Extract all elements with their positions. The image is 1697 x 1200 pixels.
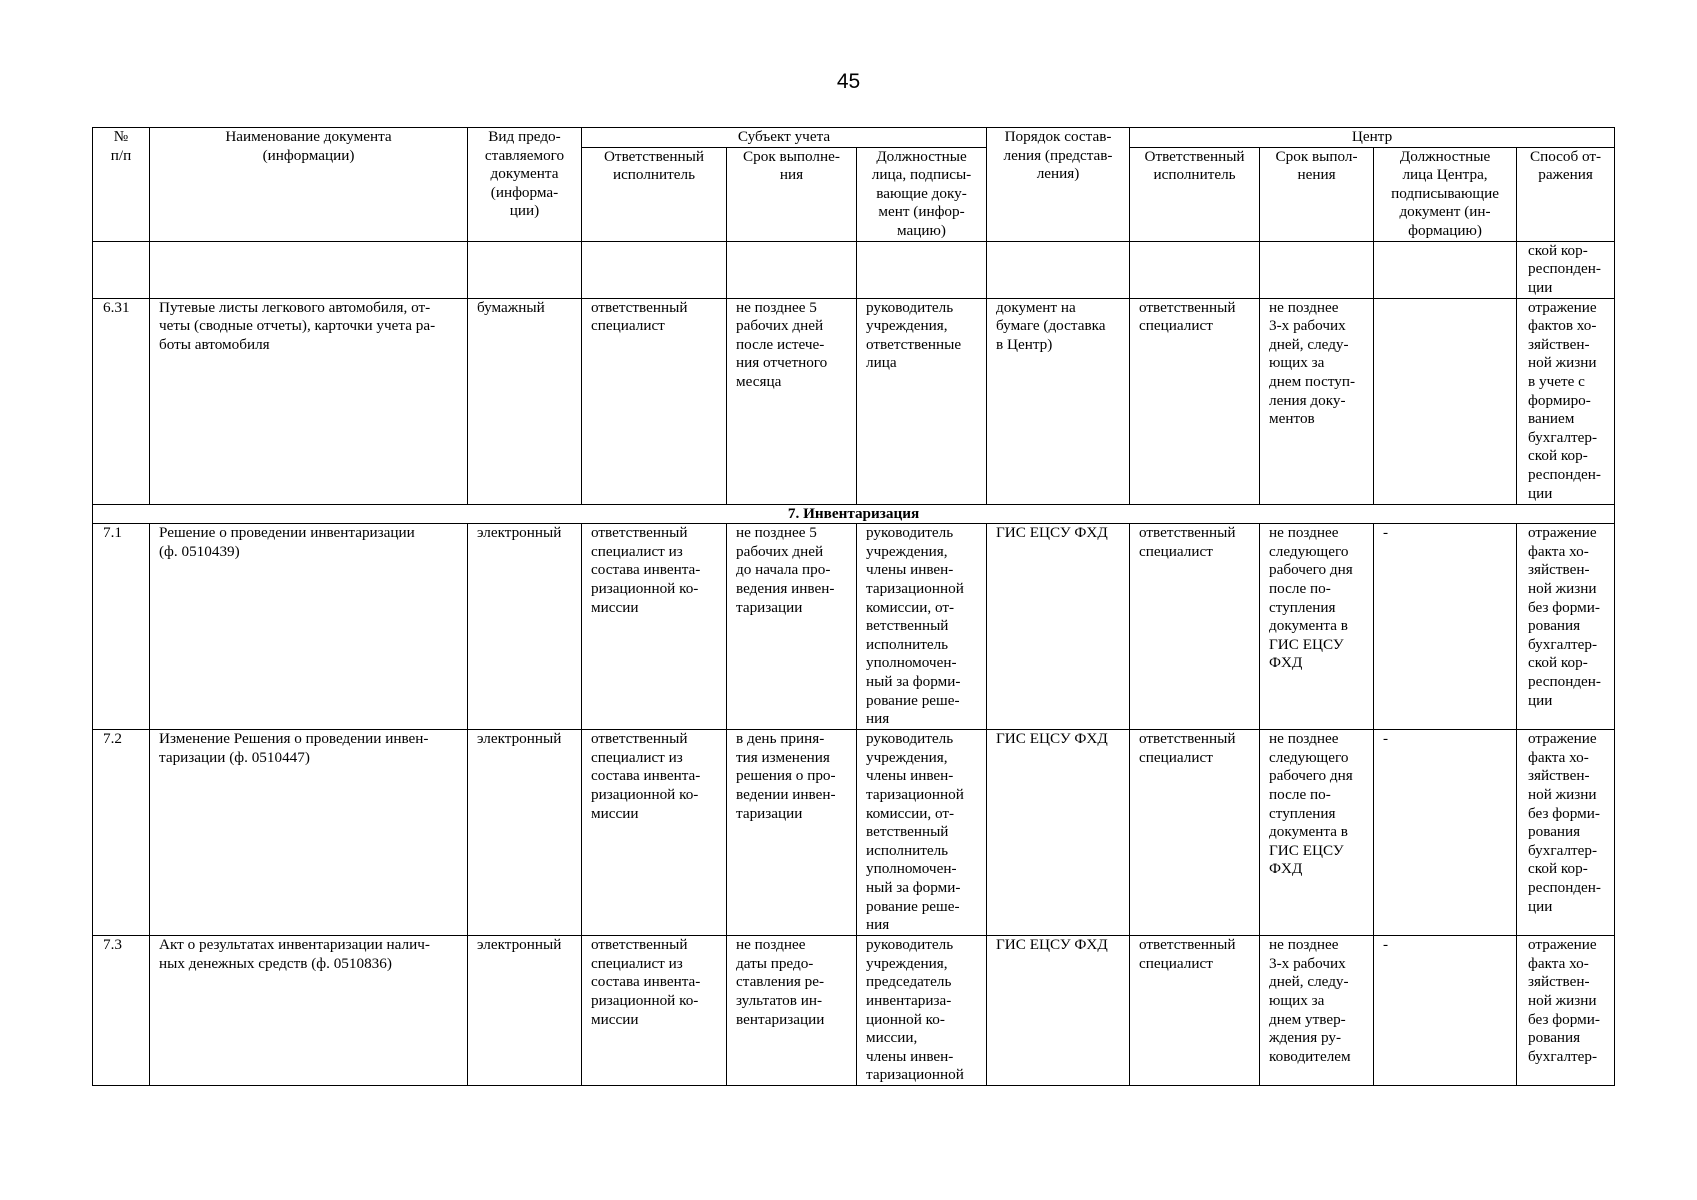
table-row bbox=[93, 298, 1615, 504]
cell-subject-deadline: не позднее 5 рабочих дней до начала про- ведения инвен- таризации bbox=[727, 524, 857, 730]
header-subject-responsible: Ответственный исполнитель bbox=[582, 147, 727, 241]
cell-center-responsible: ответственный специалист bbox=[1130, 730, 1260, 936]
cell-num: 7.1 bbox=[93, 524, 150, 730]
cell-center-responsible bbox=[1130, 241, 1260, 298]
header-center-method: Способ от- ражения bbox=[1517, 147, 1615, 241]
header-order: Порядок состав- ления (представ- ления) bbox=[987, 128, 1130, 242]
cell-subject-officials: руководитель учреждения, члены инвен- таризационной комиссии, от- ветственный исполнитель уполномочен- ный за форми- рование реше- ния bbox=[857, 524, 987, 730]
table-row bbox=[93, 524, 1615, 730]
cell-order: документ на бумаге (доставка в Центр) bbox=[987, 298, 1130, 504]
document-table bbox=[92, 127, 1615, 1086]
cell-name bbox=[150, 241, 468, 298]
cell-subject-deadline bbox=[727, 241, 857, 298]
cell-subject-responsible: ответственный специалист из состава инвента- ризационной ко- миссии bbox=[582, 524, 727, 730]
cell-center-deadline: не позднее следующего рабочего дня после по- ступления документа в ГИС ЕЦСУ ФХД bbox=[1260, 730, 1374, 936]
cell-center-method: отражение факта хо- зяйствен- ной жизни без форми- рования бухгалтер- ской кор- респонден- ции bbox=[1517, 524, 1615, 730]
cell-center-deadline bbox=[1260, 241, 1374, 298]
header-name: Наименование документа (информации) bbox=[150, 128, 468, 242]
cell-type: электронный bbox=[468, 524, 582, 730]
cell-center-deadline: не позднее следующего рабочего дня после по- ступления документа в ГИС ЕЦСУ ФХД bbox=[1260, 524, 1374, 730]
cell-order: ГИС ЕЦСУ ФХД bbox=[987, 730, 1130, 936]
cell-center-method: отражение факта хо- зяйствен- ной жизни без форми- рования бухгалтер- ской кор- респонден- ции bbox=[1517, 730, 1615, 936]
cell-subject-responsible: ответственный специалист из состава инвента- ризационной ко- миссии bbox=[582, 730, 727, 936]
header-subject-officials: Должностные лица, подписы- вающие доку- мент (инфор- мацию) bbox=[857, 147, 987, 241]
cell-type: бумажный bbox=[468, 298, 582, 504]
cell-center-responsible: ответственный специалист bbox=[1130, 524, 1260, 730]
cell-num: 7.3 bbox=[93, 936, 150, 1086]
header-center-deadline: Срок выпол- нения bbox=[1260, 147, 1374, 241]
cell-name: Изменение Решения о проведении инвен- таризации (ф. 0510447) bbox=[150, 730, 468, 936]
header-center-officials: Должностные лица Центра, подписывающие документ (ин- формацию) bbox=[1374, 147, 1517, 241]
cell-center-deadline: не позднее 3-х рабочих дней, следу- ющих за днем утвер- ждения ру- ководителем bbox=[1260, 936, 1374, 1086]
cell-center-method: ской кор- респонден- ции bbox=[1517, 241, 1615, 298]
section-row bbox=[93, 504, 1615, 524]
header-subject-group: Субъект учета bbox=[582, 128, 987, 148]
cell-subject-officials bbox=[857, 241, 987, 298]
cell-num: 6.31 bbox=[93, 298, 150, 504]
table-row bbox=[93, 936, 1615, 1086]
section-title: 7. Инвентаризация bbox=[93, 504, 1615, 524]
cell-subject-deadline: не позднее 5 рабочих дней после истече- ния отчетного месяца bbox=[727, 298, 857, 504]
header-center-group: Центр bbox=[1130, 128, 1615, 148]
page-number: 45 bbox=[836, 70, 861, 93]
cell-center-responsible: ответственный специалист bbox=[1130, 298, 1260, 504]
table-row bbox=[93, 730, 1615, 936]
header-subject-deadline: Срок выполне- ния bbox=[727, 147, 857, 241]
cell-center-officials: - bbox=[1374, 730, 1517, 936]
cell-center-officials: - bbox=[1374, 936, 1517, 1086]
cell-type: электронный bbox=[468, 936, 582, 1086]
cell-subject-deadline: не позднее даты предо- ставления ре- зультатов ин- вентаризации bbox=[727, 936, 857, 1086]
header-center-responsible: Ответственный исполнитель bbox=[1130, 147, 1260, 241]
cell-center-method: отражение фактов хо- зяйствен- ной жизни в учете с формиро- ванием бухгалтер- ской кор- респонден- ции bbox=[1517, 298, 1615, 504]
cell-order: ГИС ЕЦСУ ФХД bbox=[987, 524, 1130, 730]
cell-subject-officials: руководитель учреждения, председатель инвентаризa- ционной ко- миссии, члены инвен- таризационной bbox=[857, 936, 987, 1086]
cell-center-deadline: не позднее 3-х рабочих дней, следу- ющих за днем поступ- ления доку- ментов bbox=[1260, 298, 1374, 504]
header-type: Вид предо- ставляемого документа (информа- ции) bbox=[468, 128, 582, 242]
cell-num bbox=[93, 241, 150, 298]
cell-subject-officials: руководитель учреждения, члены инвен- таризационной комиссии, от- ветственный исполнитель уполномочен- ный за форми- рование реше- ния bbox=[857, 730, 987, 936]
cell-center-officials bbox=[1374, 298, 1517, 504]
cell-order: ГИС ЕЦСУ ФХД bbox=[987, 936, 1130, 1086]
cell-subject-deadline: в день приня- тия изменения решения о про- ведении инвен- таризации bbox=[727, 730, 857, 936]
cell-name: Акт о результатах инвентаризации налич- ных денежных средств (ф. 0510836) bbox=[150, 936, 468, 1086]
cell-center-method: отражение факта хо- зяйствен- ной жизни без форми- рования бухгалтер- bbox=[1517, 936, 1615, 1086]
header-num: № п/п bbox=[93, 128, 150, 242]
cell-subject-responsible: ответственный специалист bbox=[582, 298, 727, 504]
cell-type: электронный bbox=[468, 730, 582, 936]
cell-order bbox=[987, 241, 1130, 298]
cell-center-responsible: ответственный специалист bbox=[1130, 936, 1260, 1086]
cell-center-officials bbox=[1374, 241, 1517, 298]
table-row bbox=[93, 241, 1615, 298]
table-header bbox=[93, 128, 1615, 242]
cell-num: 7.2 bbox=[93, 730, 150, 936]
cell-center-officials: - bbox=[1374, 524, 1517, 730]
cell-subject-responsible bbox=[582, 241, 727, 298]
cell-name: Путевые листы легкового автомобиля, от- четы (сводные отчеты), карточки учета ра- боты автомобиля bbox=[150, 298, 468, 504]
cell-name: Решение о проведении инвентаризации (ф. 0510439) bbox=[150, 524, 468, 730]
cell-type bbox=[468, 241, 582, 298]
cell-subject-officials: руководитель учреждения, ответственные лица bbox=[857, 298, 987, 504]
cell-subject-responsible: ответственный специалист из состава инвента- ризационной ко- миссии bbox=[582, 936, 727, 1086]
